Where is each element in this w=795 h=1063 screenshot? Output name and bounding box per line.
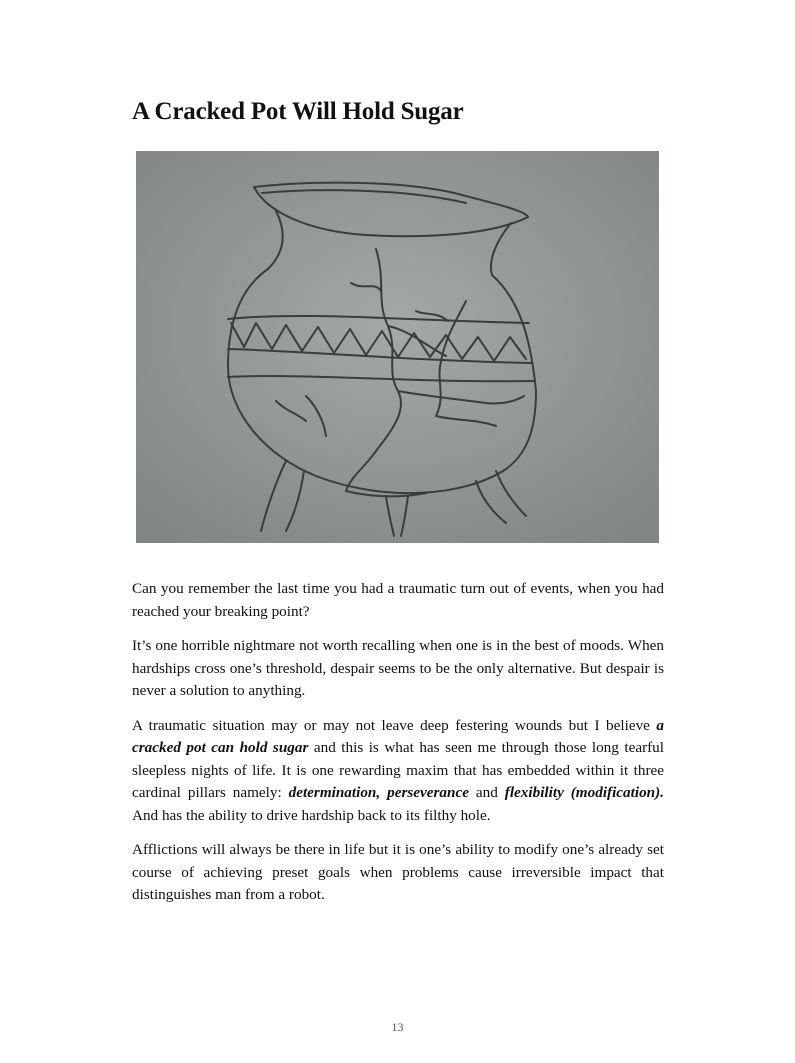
paragraph-3 <box>132 715 664 828</box>
paragraph-4: Afflictions will always be there in life but it is one’s ability to modify one’s already set course of achieving preset goals when problems cause irreversible impact that distinguishes man from a robot. <box>132 841 664 903</box>
cracked-pot-drawing-icon <box>136 151 659 543</box>
cracked-pot-illustration <box>136 151 659 543</box>
page-title: A Cracked Pot Will Hold Sugar <box>132 98 464 125</box>
paragraph-3-text-d: And has the ability to drive hardship back to its filthy hole. <box>132 806 491 824</box>
paragraph-3-text-b: and this is what has seen me through those long tearful sleepless nights of life. It is one rewarding maxim that has embedded within it three cardinal pillars namely: <box>132 739 664 801</box>
paragraph-2: It’s one horrible nightmare not worth recalling when one is in the best of moods. When hardships cross one’s threshold, despair seems to be the only alternative. But despair is never a solution to anything. <box>132 637 664 699</box>
emphasis-cracked-pot: a cracked pot can hold sugar <box>132 716 664 756</box>
paragraph-3-text-c: and <box>468 784 505 801</box>
page-number: 13 <box>391 1020 404 1034</box>
paragraph-1: Can you remember the last time you had a traumatic turn out of events, when you had reached your breaking point? <box>132 580 664 620</box>
emphasis-determination: determination, perseverance <box>288 784 469 801</box>
article-body <box>132 578 664 919</box>
emphasis-flexibility: flexibility (modification). <box>504 784 664 801</box>
paragraph-3-text-a: A traumatic situation may or may not leave deep festering wounds but I believe <box>132 716 657 734</box>
